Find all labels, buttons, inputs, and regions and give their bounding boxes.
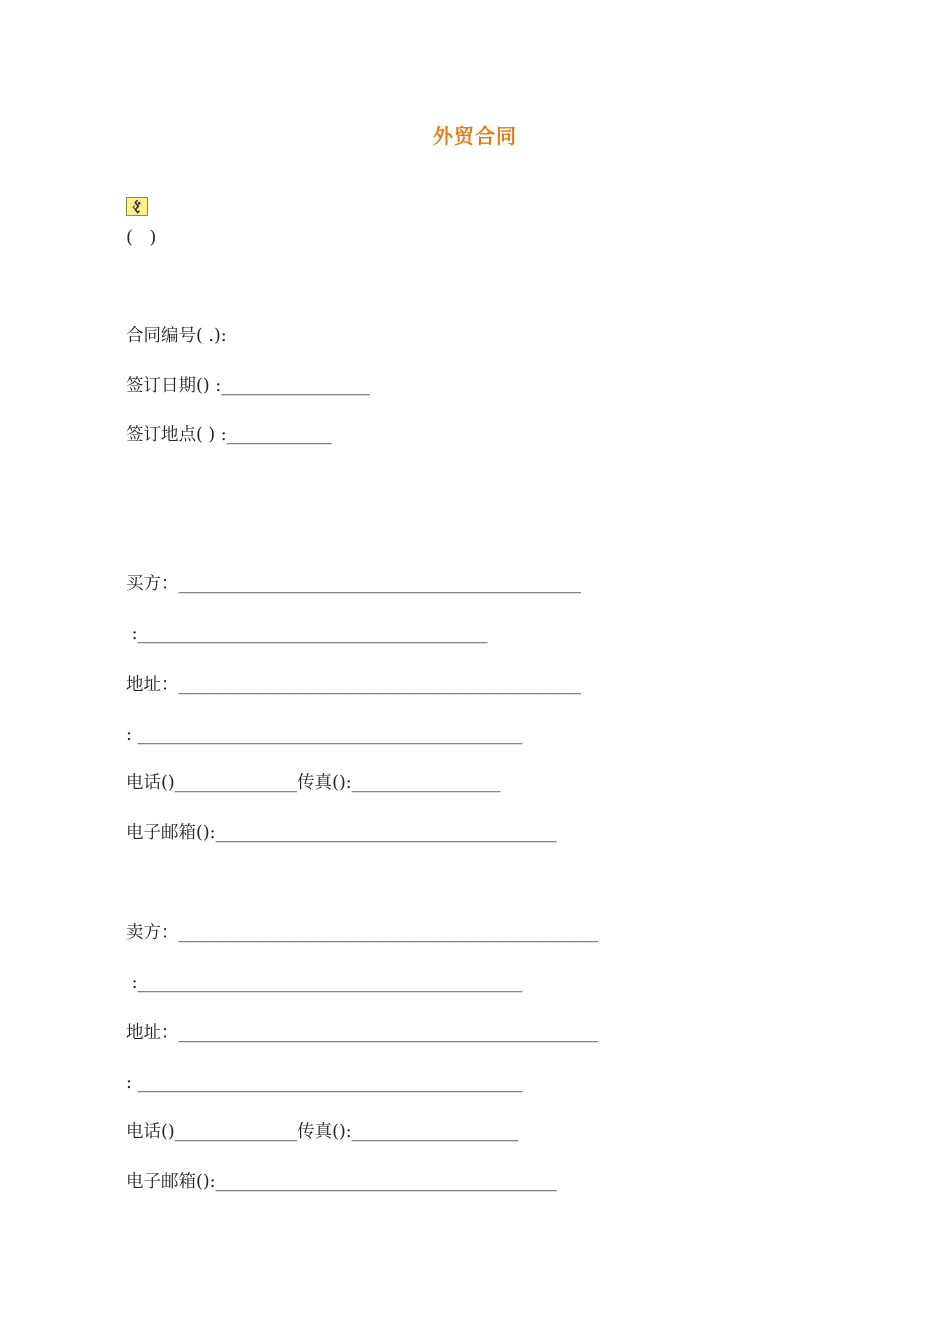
seller-blank-field-1: :____________________________________________ (126, 973, 523, 993)
sign-date-field: 签订日期() :_________________ (126, 376, 370, 396)
buyer-blank-field-1: :________________________________________ (126, 624, 488, 644)
buyer-phone-fax-field: 电话()______________传真():_________________ (126, 773, 501, 793)
seller-email-field: 电子邮箱():_______________________________________ (126, 1172, 557, 1192)
buyer-email-field: 电子邮箱():_______________________________________ (126, 823, 557, 843)
sign-place-field: 签订地点( ) :____________ (126, 425, 332, 445)
seller-name-field: 卖方：________________________________________________ (126, 923, 599, 943)
seller-address-field: 地址：________________________________________________ (126, 1023, 599, 1043)
seller-blank-field-2: : ____________________________________________ (126, 1073, 523, 1093)
document-link-icon[interactable] (126, 197, 148, 216)
buyer-address-field: 地址：______________________________________________ (126, 675, 581, 695)
document-title: 外贸合同 (433, 124, 517, 148)
seller-phone-fax-field: 电话()______________传真():___________________ (126, 1122, 518, 1142)
contract-number-label: 合同编号( .): (126, 326, 227, 346)
buyer-name-field: 买方：______________________________________________ (126, 574, 581, 594)
buyer-blank-field-2: : ____________________________________________ (126, 725, 523, 745)
paren-placeholder: ( ) (126, 228, 157, 248)
